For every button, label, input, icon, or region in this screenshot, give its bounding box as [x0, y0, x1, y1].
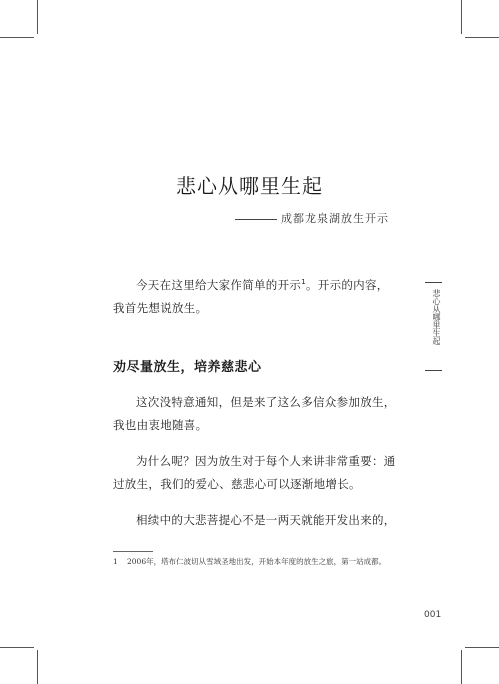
footnote-ref[interactable]: 1: [301, 278, 306, 286]
crop-mark: [461, 0, 462, 34]
running-head: 悲心从哪里生起: [432, 289, 441, 345]
crop-mark: [0, 37, 34, 38]
subtitle-text: 成都龙泉湖放生开示: [281, 212, 389, 225]
intro-paragraph: [113, 271, 398, 320]
crop-mark: [461, 650, 462, 684]
subtitle-dash: [265, 219, 277, 220]
crop-mark: [37, 650, 38, 684]
footnote: [113, 556, 413, 568]
running-head-rule: [425, 282, 442, 283]
intro-text-after: 。开示的内容，我首先想说放生。: [113, 277, 389, 315]
footnote-text: 2006年，塔布仁波切从雪域圣地出发，开始本年度的放生之旅，第一站成都。: [127, 557, 387, 566]
page-subtitle: [235, 210, 389, 226]
page-number: 001: [424, 610, 442, 620]
footnote-rule: [113, 551, 153, 552]
section-heading: 劝尽量放生，培养慈悲心: [113, 360, 262, 375]
running-head-rule: [425, 370, 442, 371]
intro-text: 今天在这里给大家作简单的开示: [136, 277, 302, 292]
footnote-number: 1: [113, 557, 118, 566]
body-paragraph: 为什么呢？因为放生对于每个人来讲非常重要：通过放生，我们的爱心、慈悲心可以逐渐地增长。: [113, 454, 396, 491]
crop-mark: [465, 37, 499, 38]
crop-mark: [0, 647, 34, 648]
body-paragraph: 这次没特意通知，但是来了这么多信众参加放生，我也由衷地随喜。: [113, 395, 396, 432]
page-title: 悲心从哪里生起: [176, 174, 323, 198]
crop-mark: [465, 647, 499, 648]
subtitle-dash: [235, 219, 265, 220]
crop-mark: [37, 0, 38, 34]
body-paragraph: 相续中的大悲菩提心不是一两天就能开发出来的，: [136, 513, 396, 527]
